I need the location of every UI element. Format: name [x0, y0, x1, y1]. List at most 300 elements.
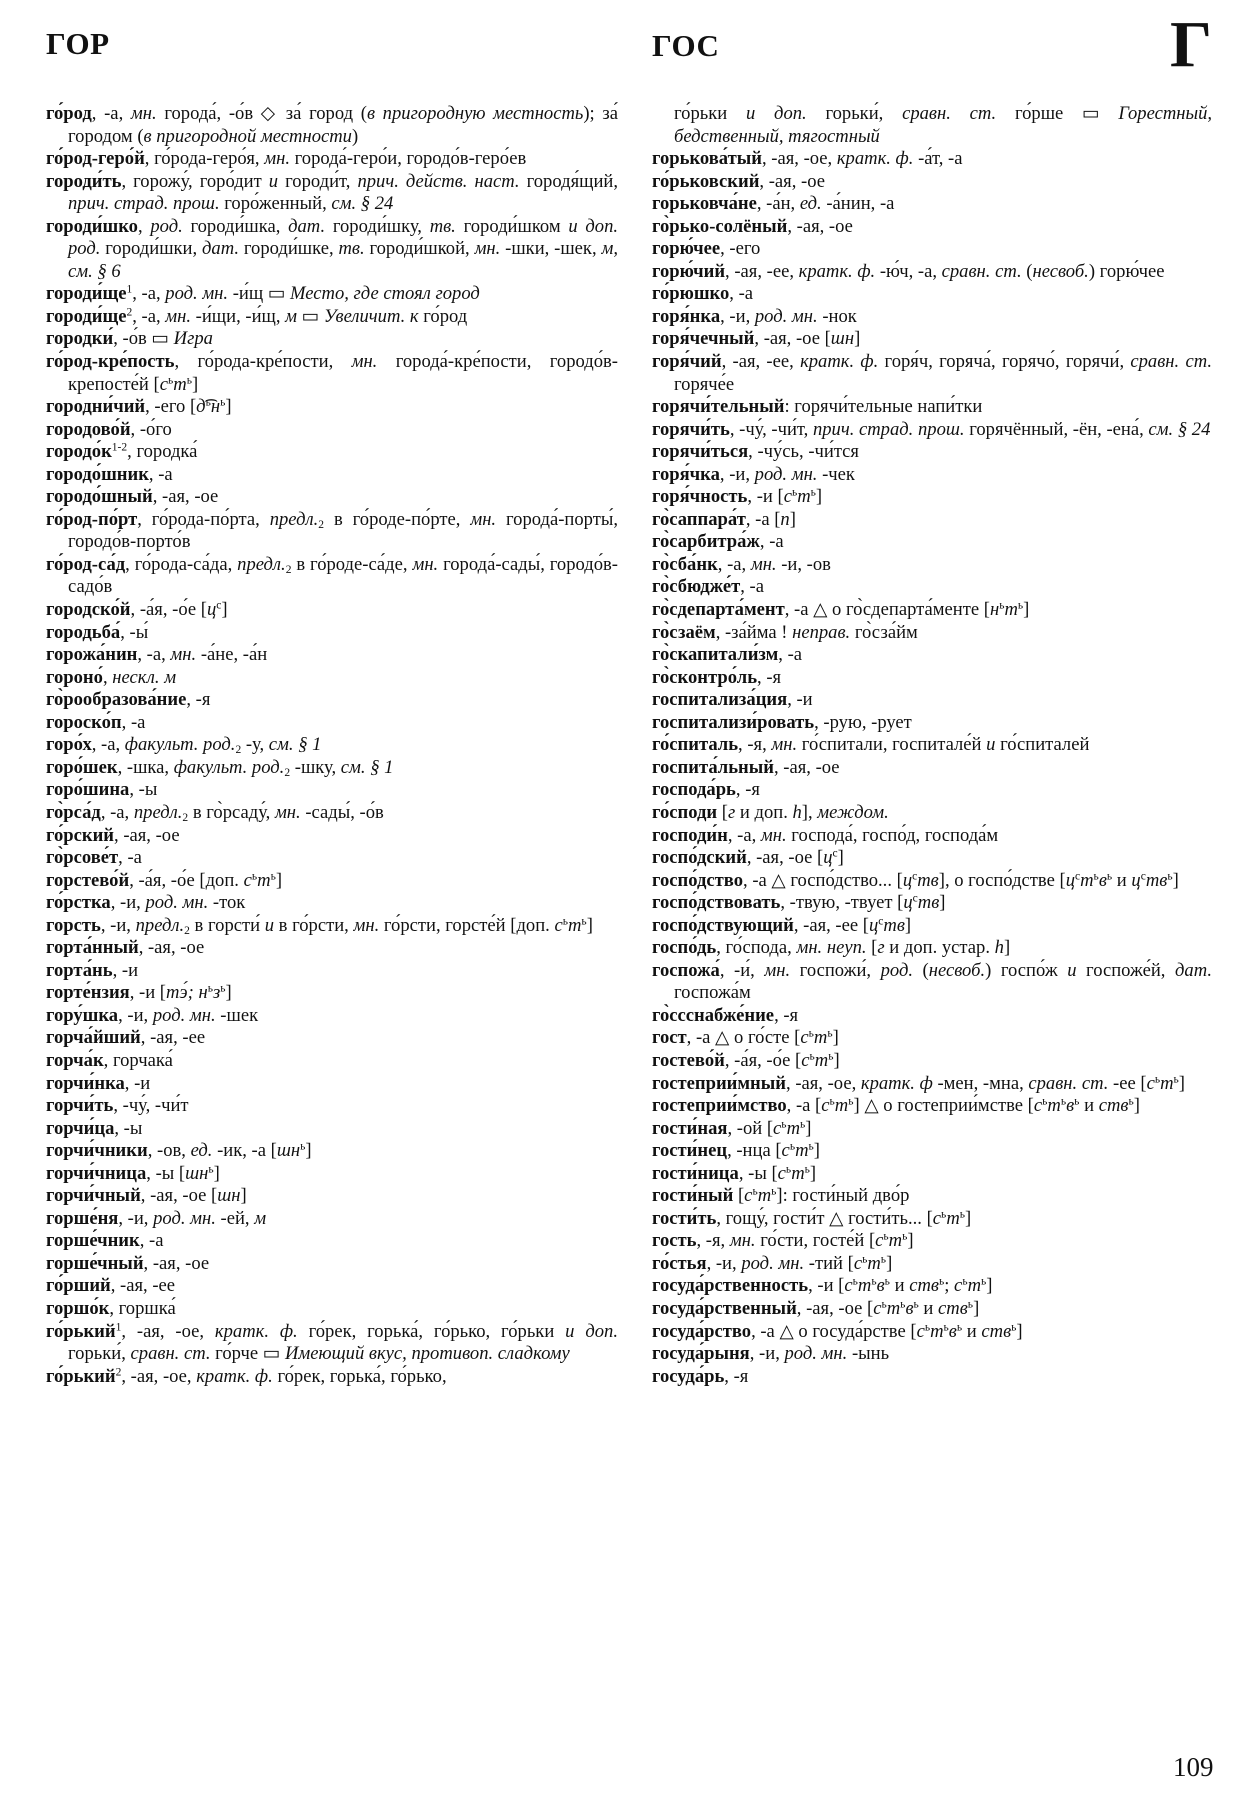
- headword: горчи́нка: [46, 1072, 125, 1094]
- headword: госуда́рственный: [652, 1297, 797, 1319]
- homonym-index: ь: [809, 1050, 815, 1063]
- entry-text: го́сти, госте́й [: [755, 1230, 876, 1252]
- grammar-label: мн.: [760, 824, 787, 846]
- grammar-label: сравн. ст.: [1028, 1072, 1109, 1094]
- entry-text: ], о госпо́дстве [: [938, 869, 1066, 891]
- grammar-label: неправ.: [792, 621, 851, 643]
- grammar-label: ств: [909, 1275, 939, 1297]
- entry-text: , -о́го: [130, 418, 172, 440]
- entry-text: , го́рода-са́да,: [125, 553, 238, 575]
- entry-text: , -а,: [91, 734, 125, 756]
- grammar-label: кратк. ф.: [800, 351, 879, 373]
- dictionary-entry: [652, 351, 1212, 396]
- entry-text: господа́, госпо́д, господа́м: [786, 824, 999, 846]
- dictionary-entry: [652, 734, 1212, 757]
- entry-text: , -и,: [720, 305, 755, 327]
- grammar-label: и: [264, 914, 275, 936]
- headword: госуда́рь: [652, 1365, 725, 1387]
- dictionary-entry: [652, 486, 1212, 509]
- homonym-index: ь: [999, 599, 1005, 612]
- entry-text: , -а [: [786, 1095, 822, 1117]
- entry-text: -шки, -шек,: [500, 238, 602, 260]
- homonym-index: ь: [771, 1185, 777, 1198]
- grammar-label: h: [994, 937, 1004, 959]
- headword: госпо́дь: [652, 937, 717, 959]
- grammar-label: с: [744, 1185, 753, 1207]
- dictionary-entry: [46, 441, 618, 464]
- grammar-label: мн.: [474, 238, 501, 260]
- entry-text: , го́спода,: [716, 937, 797, 959]
- headword: городи́ще: [46, 283, 127, 305]
- grammar-label: с: [853, 1252, 863, 1274]
- grammar-label: тв: [1145, 869, 1168, 891]
- entry-text: , -ая, -ое [: [796, 1297, 874, 1319]
- dictionary-entry: [46, 328, 618, 351]
- headword: гостево́й: [652, 1049, 725, 1071]
- dictionary-entry: [46, 1253, 618, 1276]
- headword: горше́чный: [46, 1252, 144, 1274]
- dictionary-entry: [652, 1073, 1212, 1096]
- entry-text: , -шка,: [117, 756, 174, 778]
- entry-text: , -я: [724, 1365, 749, 1387]
- entry-text: ]: [815, 486, 823, 508]
- grammar-label: в пригородную местность: [366, 103, 584, 124]
- dictionary-entry: [652, 757, 1212, 780]
- grammar-label: т: [757, 1185, 772, 1207]
- entry-text: , -я: [735, 779, 760, 801]
- dictionary-entry: [652, 712, 1212, 735]
- grammar-label: с: [821, 1095, 830, 1117]
- entry-text: ;: [944, 1275, 955, 1297]
- entry-text: , -ая, -ее: [110, 1275, 176, 1297]
- entry-text: , -а: [118, 847, 142, 869]
- headword: гору́шка: [46, 1004, 119, 1026]
- dictionary-entry: [652, 1298, 1212, 1321]
- dictionary-entry: [652, 171, 1212, 194]
- entry-text: , -ая, -ое,: [761, 148, 837, 170]
- entry-text: ]: [973, 1297, 980, 1319]
- grammar-label: и доп.: [565, 1320, 618, 1342]
- grammar-label: род.: [880, 959, 914, 981]
- entry-text: города́-геро́и, городо́в-геро́ев: [289, 148, 527, 170]
- grammar-label: д͡: [196, 396, 206, 418]
- homonym-index: ь: [941, 1208, 947, 1221]
- entry-text: ]: [305, 1140, 312, 1162]
- grammar-label: шн: [217, 1185, 241, 1207]
- dictionary-entry: [46, 825, 618, 848]
- entry-text: города́, -о́в ◇ за́ город (: [156, 103, 367, 124]
- dictionary-entry: [46, 171, 618, 216]
- dictionary-column-left: [46, 103, 618, 1388]
- entry-text: , -ой [: [727, 1117, 774, 1139]
- homonym-index: ь: [924, 1321, 931, 1334]
- headword: горя́чность: [652, 486, 748, 508]
- entry-text: ]: [886, 1252, 893, 1274]
- entry-text: , -ая, -ее [: [793, 914, 869, 936]
- entry-text: , -нца [: [727, 1140, 782, 1162]
- dictionary-entry: [652, 238, 1212, 261]
- entry-text: ]: гости́ный дво́р: [776, 1185, 910, 1207]
- entry-text: , -ая, -ее,: [721, 351, 801, 373]
- headword: горячи́тельный: [652, 396, 785, 418]
- homonym-index: ь: [781, 1118, 787, 1131]
- entry-text: , -а́н,: [756, 193, 800, 215]
- grammar-label: ц: [1065, 869, 1075, 891]
- headword: гостеприи́мство: [652, 1095, 787, 1117]
- grammar-label: род. мн.: [754, 463, 818, 485]
- headword: го́род-геро́й: [46, 148, 145, 170]
- grammar-label: т: [814, 1049, 829, 1071]
- headword: госпита́льный: [652, 756, 774, 778]
- entry-text: и: [1112, 869, 1132, 891]
- entry-text: ]: [1178, 1072, 1185, 1094]
- headword: горше́чник: [46, 1230, 140, 1252]
- dictionary-entry: [46, 464, 618, 487]
- entry-text: -сады́, -о́в: [300, 801, 384, 823]
- homonym-index: ь: [808, 1140, 814, 1153]
- entry-text: , -а △ госпо́дство... [: [743, 869, 903, 891]
- homonym-index: ь: [959, 1208, 966, 1221]
- grammar-label: Увеличит. к: [323, 305, 419, 327]
- dictionary-entry: [652, 802, 1212, 825]
- grammar-label: с: [781, 1140, 790, 1162]
- dictionary-entry: [46, 1027, 618, 1050]
- entry-text: ]: [1172, 869, 1179, 891]
- grammar-label: род. мн.: [165, 283, 229, 305]
- headword: го̀рько-солёный: [652, 215, 788, 237]
- grammar-label: дат.: [288, 215, 326, 237]
- grammar-label: ств: [938, 1297, 968, 1319]
- entry-text: , -а,: [132, 305, 166, 327]
- grammar-label: г: [877, 937, 885, 959]
- grammar-label: h: [792, 801, 802, 823]
- headword: гост: [652, 1027, 687, 1049]
- entry-text: городи́шка,: [182, 215, 289, 237]
- grammar-label: предл.: [269, 508, 319, 530]
- case-index: 2: [285, 563, 292, 576]
- grammar-label: т: [791, 1162, 805, 1184]
- grammar-label: с: [800, 1027, 809, 1049]
- entry-text: , -а́я, -о́е [доп.: [129, 869, 244, 891]
- dictionary-entry: [46, 216, 618, 284]
- headword: го́род-по́рт: [46, 508, 138, 530]
- homonym-index: с: [912, 870, 918, 883]
- grammar-label: сравн. ст.: [130, 1343, 211, 1365]
- entry-text: ]: [1133, 1095, 1140, 1117]
- grammar-label: прич. действ. наст.: [357, 170, 520, 192]
- headword: го̀сарбитра́ж: [652, 531, 760, 553]
- dictionary-entry: [652, 1118, 1212, 1141]
- headword: горше́ня: [46, 1207, 119, 1229]
- homonym-index: ь: [1173, 1073, 1179, 1086]
- dictionary-entry: [46, 1050, 618, 1073]
- grammar-label: предл.: [133, 801, 183, 823]
- dictionary-entry: [46, 915, 618, 938]
- entry-text: -шек: [215, 1004, 259, 1026]
- entry-text: ]: [221, 599, 228, 621]
- grammar-label: мн.: [764, 959, 791, 981]
- homonym-index: 1: [115, 1321, 122, 1334]
- dictionary-entry: [652, 419, 1212, 442]
- entry-text: ): [351, 125, 359, 147]
- dictionary-entry: [46, 1073, 618, 1096]
- entry-text: -шку,: [290, 756, 341, 778]
- headword: горшо́к: [46, 1297, 110, 1319]
- grammar-label: ств: [1098, 1095, 1129, 1117]
- dictionary-entry: [46, 486, 618, 509]
- entry-text: , -рую, -рует: [814, 711, 912, 733]
- dictionary-entry: [46, 1321, 618, 1366]
- grammar-label: и: [1067, 959, 1077, 981]
- entry-text: , -я,: [738, 734, 772, 756]
- grammar-label: м, см. § 6: [68, 238, 618, 282]
- grammar-label: с: [916, 1320, 925, 1342]
- grammar-label: в: [1098, 869, 1107, 891]
- headword: го̀ссснабже́ние: [652, 1004, 775, 1026]
- dictionary-entry: [46, 1208, 618, 1231]
- headword: го́рьковский: [652, 170, 760, 192]
- grammar-label: с: [783, 486, 792, 508]
- entry-text: го́рек, горька́, го́рько, го́рьки: [297, 1320, 566, 1342]
- entry-text: , -а,: [727, 824, 761, 846]
- homonym-index: ь: [1017, 599, 1024, 612]
- grammar-label: с: [554, 914, 563, 936]
- entry-text: в го́роде-по́рте,: [324, 508, 471, 530]
- entry-text: ) госпо́ж: [985, 959, 1068, 981]
- headword: горчи́чница: [46, 1162, 147, 1184]
- headword: гороско́п: [46, 711, 122, 733]
- grammar-label: с: [243, 869, 252, 891]
- homonym-index: ь: [1074, 1095, 1080, 1108]
- entry-text: , -а,: [91, 103, 131, 124]
- entry-text: , городка́: [127, 441, 198, 463]
- dictionary-entry: [652, 689, 1212, 712]
- homonym-index: ь: [205, 396, 211, 409]
- entry-text: , -а: [121, 711, 146, 733]
- entry-text: , -ая, -ее: [140, 1027, 206, 1049]
- headword: гости́нец: [652, 1140, 728, 1162]
- grammar-label: тэ́; н: [166, 982, 208, 1004]
- headword: го́рский: [46, 824, 115, 846]
- homonym-index: ь: [207, 983, 213, 995]
- headword: го́стья: [652, 1252, 707, 1274]
- homonym-index: ь: [1128, 1095, 1134, 1108]
- entry-text: , -а: [729, 283, 754, 305]
- homonym-index: ь: [981, 1276, 987, 1289]
- section-letter: Г: [1170, 8, 1212, 81]
- headword: госуда́рство: [652, 1320, 752, 1342]
- grammar-label: т: [888, 1230, 903, 1252]
- dictionary-entry: [652, 1253, 1212, 1276]
- dictionary-entry: [46, 148, 618, 171]
- entry-text: , -ая, -ое: [114, 824, 180, 846]
- grammar-label: см. § 24: [1148, 418, 1211, 440]
- entry-text: горячённый, -ён, -ена́,: [964, 418, 1149, 440]
- homonym-index: с: [912, 892, 918, 905]
- headword: го̀саппара́т: [652, 508, 746, 530]
- headword: го́рший: [46, 1275, 111, 1297]
- entry-text: , -за́йма !: [715, 621, 793, 643]
- entry-text: городи́шку,: [325, 215, 430, 237]
- homonym-index: ь: [1106, 870, 1113, 883]
- dictionary-entry: [46, 779, 618, 802]
- grammar-label: род.: [150, 215, 183, 237]
- headword: госпожа́: [652, 959, 720, 981]
- homonym-index: ь: [1093, 870, 1099, 883]
- headword: го̀сконтро́ль: [652, 666, 758, 688]
- dictionary-entry: [46, 667, 618, 690]
- grammar-label: т: [813, 1027, 828, 1049]
- dictionary-entry: [652, 1321, 1212, 1344]
- entry-text: , -а: [139, 1230, 164, 1252]
- headword: горьковча́не: [652, 193, 757, 215]
- homonym-index: ь: [829, 1095, 835, 1108]
- grammar-label: мн.: [771, 734, 798, 756]
- entry-text: -ей,: [215, 1207, 255, 1229]
- dictionary-entry: [652, 1343, 1212, 1366]
- dictionary-entry: [652, 779, 1212, 802]
- entry-text: , -я: [757, 666, 782, 688]
- dictionary-entry: [46, 689, 618, 712]
- headword: горча́к: [46, 1049, 104, 1071]
- grammar-label: род. мн.: [741, 1252, 805, 1274]
- entry-text: -ик, -а [: [212, 1140, 277, 1162]
- entry-text: , -и: [112, 959, 139, 981]
- grammar-label: мн.: [274, 801, 301, 823]
- entry-text: ]: [240, 1185, 247, 1207]
- grammar-label: несвоб.: [928, 959, 986, 981]
- grammar-label: тв.: [338, 238, 365, 260]
- dictionary-entry: [652, 148, 1212, 171]
- headword: городово́й: [46, 418, 131, 440]
- dictionary-entry: [46, 1185, 618, 1208]
- grammar-label: мн.: [750, 553, 777, 575]
- headword: госпо́дствовать: [652, 892, 781, 914]
- homonym-index: с: [1140, 870, 1146, 883]
- homonym-index: ь: [883, 1231, 889, 1244]
- entry-text: , -ая, -ое: [787, 215, 853, 237]
- entry-text: и: [962, 1320, 982, 1342]
- entry-text: го́рсти, горсте́й [доп.: [379, 914, 555, 936]
- entry-text: , -ая, -ое [: [746, 847, 824, 869]
- headword: госуда́рственность: [652, 1275, 809, 1297]
- entry-text: , го́рода-по́рта,: [137, 508, 270, 530]
- entry-text: ]: [1016, 1320, 1023, 1342]
- grammar-label: т: [946, 1207, 960, 1229]
- dictionary-entry: [652, 1208, 1212, 1231]
- headword: городо́шный: [46, 486, 153, 508]
- dictionary-entry: [46, 1298, 618, 1321]
- dictionary-entry: [46, 870, 618, 893]
- entry-text: ],: [801, 801, 818, 823]
- entry-text: , -чу́, -чи́т: [113, 1095, 189, 1117]
- entry-text: , -ая, -ое: [138, 937, 205, 959]
- grammar-label: т: [930, 1320, 944, 1342]
- entry-text: ]: [225, 396, 232, 418]
- headword: го́рький: [46, 1320, 116, 1342]
- entry-text: , -а: [778, 644, 803, 666]
- headword: городки́: [46, 328, 114, 350]
- grammar-label: т: [1160, 1072, 1174, 1094]
- grammar-label: в: [1066, 1095, 1075, 1117]
- entry-text: , -а △ о го̀сдепарта́менте [: [784, 599, 990, 621]
- homonym-index: с: [216, 599, 222, 612]
- headword: горожа́нин: [46, 644, 138, 666]
- dictionary-entry: [46, 937, 618, 960]
- grammar-label: с: [954, 1275, 963, 1297]
- grammar-label: т: [567, 914, 582, 936]
- homonym-index: ь: [800, 1118, 806, 1131]
- grammar-label: ед.: [799, 193, 822, 215]
- entry-text: (: [1021, 260, 1033, 282]
- grammar-label: ц: [868, 914, 879, 936]
- dictionary-entry: [652, 1050, 1212, 1073]
- entry-text: горя́ч, горяча́, горячо́, горячи́,: [878, 351, 1131, 373]
- grammar-label: т: [834, 1095, 849, 1117]
- entry-text: городи́шкой,: [364, 238, 475, 260]
- headword: госпитализи́ровать: [652, 711, 815, 733]
- entry-text: ,: [137, 215, 151, 237]
- entry-text: ]: [904, 914, 912, 936]
- entry-text: ]: [275, 869, 283, 891]
- case-index: 2: [235, 744, 242, 757]
- homonym-index: ь: [871, 1276, 877, 1289]
- grammar-label: междом.: [817, 801, 889, 823]
- headword: гостеприи́мный: [652, 1072, 787, 1094]
- dictionary-entry: [652, 1027, 1212, 1050]
- homonym-index: с: [878, 915, 884, 928]
- entry-text: -тий [: [804, 1252, 854, 1274]
- dictionary-entry: [46, 734, 618, 757]
- headword: госуда́рыня: [652, 1343, 750, 1365]
- dictionary-entry: [652, 193, 1212, 216]
- entry-text: го́рче ▭: [210, 1343, 285, 1365]
- dictionary-entry: [46, 757, 618, 780]
- grammar-label: п: [780, 508, 790, 530]
- dictionary-entry: [652, 1163, 1212, 1186]
- grammar-label: факульт. род.: [124, 734, 236, 756]
- homonym-index: ь: [1167, 870, 1173, 883]
- entry-text: -ее [: [1108, 1072, 1147, 1094]
- grammar-label: в: [905, 1297, 914, 1319]
- grammar-label: факульт. род.: [173, 756, 285, 778]
- entry-text: го́спиталей: [995, 734, 1090, 756]
- homonym-index: ь: [943, 1321, 949, 1334]
- grammar-label: кратк. ф.: [214, 1320, 298, 1342]
- homonym-index: 1: [126, 284, 133, 297]
- headword: го̀рообразова́ние: [46, 689, 187, 711]
- entry-text: госпожи́,: [790, 959, 881, 981]
- entry-text: ]: [789, 508, 796, 530]
- grammar-label: кратк. ф.: [836, 148, 914, 170]
- entry-text: ]: [813, 1140, 820, 1162]
- dictionary-entry: [652, 847, 1212, 870]
- entry-text: , -ы [: [146, 1162, 186, 1184]
- grammar-label: в: [876, 1275, 885, 1297]
- grammar-label: с: [873, 1297, 882, 1319]
- dictionary-entry: [652, 1275, 1212, 1298]
- entry-text: , -а,: [137, 644, 171, 666]
- grammar-label: г: [727, 801, 736, 823]
- headword: городьба́: [46, 621, 121, 643]
- entry-text: , -ая, -ое,: [786, 1072, 861, 1094]
- dictionary-entry: [652, 441, 1212, 464]
- entry-text: го́род: [418, 305, 468, 327]
- case-index: 2: [182, 811, 189, 824]
- entry-text: ]: [805, 1117, 812, 1139]
- headword: го̀скапитали́зм: [652, 644, 779, 666]
- grammar-label: т: [786, 1117, 800, 1139]
